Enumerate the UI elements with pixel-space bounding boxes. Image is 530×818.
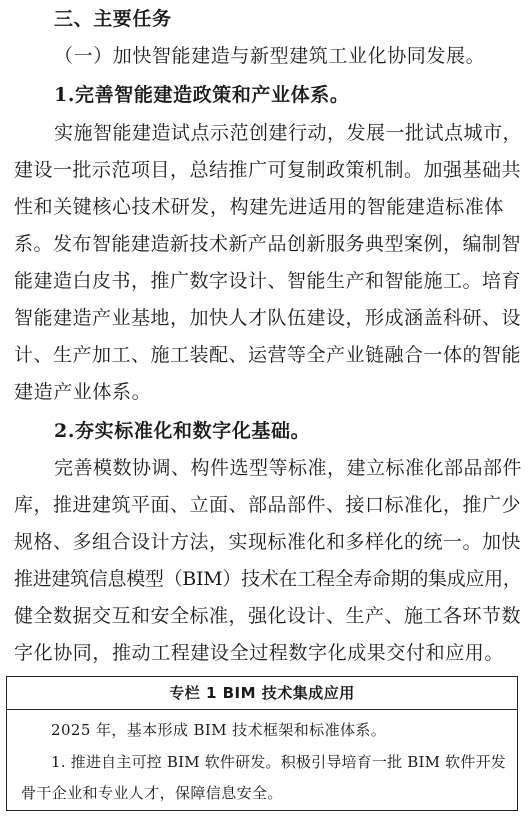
item2-line-5: 健全数据交互和安全标准，强化设计、生产、施工各环节数: [14, 605, 522, 627]
column-box-line-2: 1. 推进自主可控 BIM 软件研发。积极引导培育一批 BIM 软件开发: [51, 753, 506, 771]
item1-title: 1.完善智能建造政策和产业体系。: [54, 84, 350, 106]
subsection-heading: （一）加快智能建造与新型建筑工业化协同发展。: [54, 45, 486, 67]
item2-line-3: 规格、多组合设计方法，实现标准化和多样化的统一。加快: [14, 531, 522, 553]
item2-line-6: 字化协同，推动工程建设全过程数字化成果交付和应用。: [14, 642, 505, 664]
column-box-line-1: 2025 年，基本形成 BIM 技术框架和标准体系。: [51, 721, 387, 739]
column-box-line-3: 骨干企业和专业人才，保障信息安全。: [21, 784, 283, 802]
item1-line-6: 智能建造产业基地，加快人才队伍建设，形成涵盖科研、设: [14, 307, 522, 329]
item1-line-7: 计、生产加工、施工装配、运营等全产业链融合一体的智能: [14, 344, 522, 366]
column-box: [6, 676, 518, 811]
item1-line-8: 建造产业体系。: [14, 381, 152, 403]
item2-line-4: 推进建筑信息模型（BIM）技术在工程全寿命期的集成应用，: [14, 568, 522, 590]
column-box-title: 专栏 1 BIM 技术集成应用: [169, 684, 355, 702]
item2-line-1: 完善模数协调、构件选型等标准，建立标准化部品部件: [54, 457, 523, 479]
item1-line-2: 建设一批示范项目，总结推广可复制政策机制。加强基础共: [14, 159, 522, 181]
item2-line-2: 库，推进建筑平面、立面、部品部件、接口标准化，推广少: [14, 494, 522, 516]
item2-title: 2.夯实标准化和数字化基础。: [54, 420, 311, 442]
item1-line-3: 性和关键核心技术研发，构建先进适用的智能建造标准体: [14, 196, 505, 218]
item1-line-4: 系。发布智能建造新技术新产品创新服务典型案例，编制智: [14, 233, 522, 255]
item1-line-5: 能建造白皮书，推广数字设计、智能生产和智能施工。培育: [14, 270, 522, 292]
column-box-header: [7, 677, 517, 710]
item1-line-1: 实施智能建造试点示范创建行动，发展一批试点城市，: [54, 122, 523, 144]
section-heading: 三、主要任务: [54, 8, 172, 30]
